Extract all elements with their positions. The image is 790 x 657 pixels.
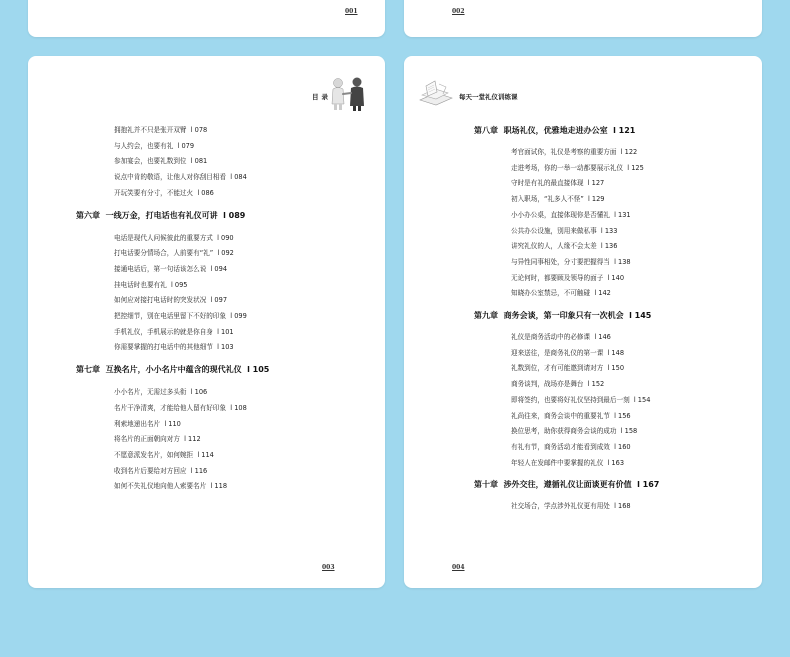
toc-entry: 小小办公桌，直接体现你是否懂礼 l 131 [511,210,631,219]
toc-entry: 开玩笑要有分寸，不能过火 l 086 [114,188,214,197]
toc-entry: 公共办公设施，别用来做私事 l 133 [511,226,618,235]
page-number: 004 [452,564,465,571]
toc-entry: 如何不失礼仪地向他人索要名片 l 118 [114,482,228,491]
handshake-figures-icon [328,76,368,112]
toc-entry: 与人约会，也要有礼 l 079 [114,141,195,150]
toc-entry: 与异性同事相处，分寸要把握得当 l 138 [511,257,631,266]
header-title: 每天一堂礼仪训练课 [459,93,518,101]
toc-entry: 把控细节，别在电话里留下不好的印象 l 099 [114,312,247,320]
toc-entry: 社交场合，学点涉外礼仪更有用处 l 168 [511,502,631,511]
chapter-heading: 第六章 一线万金，打电话也有礼仪可讲 l 089 [76,210,246,220]
toc-entry: 走进考场，你的一举一动都要展示礼仪 l 125 [511,163,644,172]
toc-entry: 礼仪是商务活动中的必修课 l 146 [511,333,611,341]
page-003 [28,56,385,588]
toc-entry: 你需要掌握的打电话中的其他细节 l 103 [114,343,234,352]
toc-entry: 利索地递出名片 l 110 [114,419,181,428]
toc-entry: 名片干净清爽，才能给他人留有好印象 l 108 [114,403,247,412]
toc-entry: 挂电话时也要有礼 l 095 [114,280,188,289]
toc-entry: 即将签约，也要将好礼仪坚持到最后一刻 l 154 [511,395,651,404]
toc-entry: 年轻人在发邮件中要掌握的礼仪 l 163 [511,458,625,467]
chapter-heading: 第九章 商务会谈，第一印象只有一次机会 l 145 [474,311,652,320]
toc-entry: 商务谈判，战场亦是舞台 l 152 [511,380,605,389]
toc-entry: 换位思考，助你获得商务会谈的成功 l 158 [511,427,638,436]
toc-entry: 电话是现代人问候彼此的重要方式 l 090 [114,233,234,242]
toc-entry: 无论何时，都要顾及领导的面子 l 140 [511,273,625,282]
chapter-heading: 第八章 职场礼仪，优雅地走进办公室 l 121 [474,126,636,135]
page-004 [404,56,762,588]
header-title: 目录 [312,93,331,101]
toc-entry: 如何应对接打电话时的突发状况 l 097 [114,296,228,305]
toc-entry: 初入职场，“礼多人不怪” l 129 [511,195,605,204]
toc-entry: 礼数到位，才有可能邀到请对方 l 150 [511,364,625,373]
toc-entry: 拥抱礼并不只是张开双臂 l 078 [114,126,208,134]
toc-entry: 小小名片，无需过多头衔 l 106 [114,388,208,397]
toc-entry: 知晓办公室禁忌，不可触碰 l 142 [511,289,611,298]
toc-entry: 收到名片后要给对方回应 l 116 [114,466,208,475]
toc-entry: 不愿意派发名片，如何婉拒 l 114 [114,450,214,459]
page-number: 001 [345,8,358,15]
toc-entry: 礼尚往来，商务会谈中的重要礼节 l 156 [511,411,631,420]
page-number: 003 [322,564,335,571]
toc-entry: 参加宴会，也要礼数到位 l 081 [114,157,208,166]
toc-entry: 说点中肯的敬语，让他人对你刮目相看 l 084 [114,173,247,182]
chapter-heading: 第七章 互换名片，小小名片中蕴含的现代礼仪 l 105 [76,365,270,375]
page-number: 002 [452,8,465,15]
chapter-heading: 第十章 涉外交往，遵循礼仪让面谈更有价值 l 167 [474,480,660,490]
toc-entry: 将名片的正面朝向对方 l 112 [114,435,201,444]
books-icon [418,78,454,108]
toc-entry: 打电话要分情场合，人前要有“礼” l 092 [114,249,234,258]
page-002 [404,0,762,37]
toc-entry: 接通电话后，第一句话该怎么说 l 094 [114,264,228,273]
page-001 [28,0,385,37]
toc-entry: 考官面试你，礼仪是考察的重要方面 l 122 [511,148,638,156]
toc-entry: 守时是有礼的最直接体现 l 127 [511,179,605,188]
toc-entry: 讲究礼仪的人，人缘不会太差 l 136 [511,242,618,251]
toc-entry: 手机礼仪，手机展示的就是你自身 l 101 [114,327,234,336]
toc-entry: 迎来送往，是商务礼仪的第一课 l 148 [511,348,625,357]
toc-entry: 有礼有节，商务活动才能看到成效 l 160 [511,442,631,451]
